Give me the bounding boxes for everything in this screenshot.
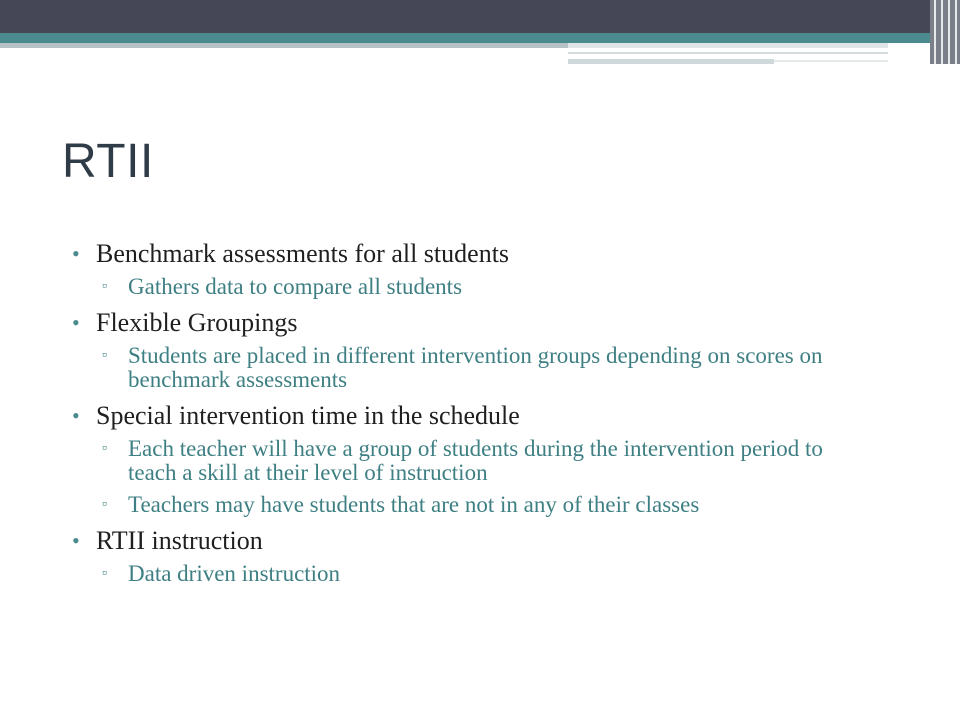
bullet-item bbox=[72, 307, 872, 338]
corner-line bbox=[948, 0, 950, 64]
sub-bullet-text: Data driven instruction bbox=[128, 561, 341, 586]
bullet-text: Flexible Groupings bbox=[96, 308, 298, 337]
slide-body bbox=[72, 238, 872, 594]
sub-bullet-icon: ▫ bbox=[102, 497, 107, 512]
bullet-icon: • bbox=[72, 403, 80, 428]
header-accent-bar bbox=[0, 33, 930, 43]
bullet-text: RTII instruction bbox=[96, 526, 263, 555]
sub-bullet-item bbox=[72, 493, 872, 517]
bullet-icon: • bbox=[72, 310, 80, 335]
bullet-text: Special intervention time in the schedule bbox=[96, 401, 520, 430]
header-thin-line bbox=[568, 52, 888, 54]
sub-bullet-text: Students are placed in different intervention groups depending on scores on benchmark assessments bbox=[128, 343, 823, 392]
bullet-icon: • bbox=[72, 528, 80, 553]
sub-bullet-item bbox=[72, 562, 872, 586]
bullet-icon: • bbox=[72, 241, 80, 266]
sub-bullet-text: Each teacher will have a group of students during the intervention period to teach a skill at their level of instruction bbox=[128, 436, 823, 485]
sub-bullet-item bbox=[72, 344, 872, 392]
sub-bullet-text: Gathers data to compare all students bbox=[128, 274, 463, 299]
bullet-item bbox=[72, 525, 872, 556]
slide-title: RTII bbox=[62, 135, 154, 188]
corner-line bbox=[941, 0, 943, 64]
sub-bullet-item bbox=[72, 437, 872, 485]
sub-bullet-item bbox=[72, 275, 872, 299]
sub-bullet-icon: ▫ bbox=[102, 566, 107, 581]
sub-bullet-icon: ▫ bbox=[102, 279, 107, 294]
corner-line bbox=[934, 0, 936, 64]
header-stripe bbox=[0, 43, 568, 48]
sub-bullet-text: Teachers may have students that are not in any of their classes bbox=[128, 492, 700, 517]
bullet-text: Benchmark assessments for all students bbox=[96, 239, 510, 268]
header-thin-stripe bbox=[568, 59, 774, 64]
corner-line bbox=[955, 0, 957, 64]
header-bar bbox=[0, 0, 930, 33]
sub-bullet-icon: ▫ bbox=[102, 348, 107, 363]
header-thin-line-short bbox=[774, 60, 888, 62]
header-stripe-light bbox=[568, 43, 888, 48]
bullet-item bbox=[72, 400, 872, 431]
sub-bullet-icon: ▫ bbox=[102, 441, 107, 456]
bullet-item bbox=[72, 238, 872, 269]
